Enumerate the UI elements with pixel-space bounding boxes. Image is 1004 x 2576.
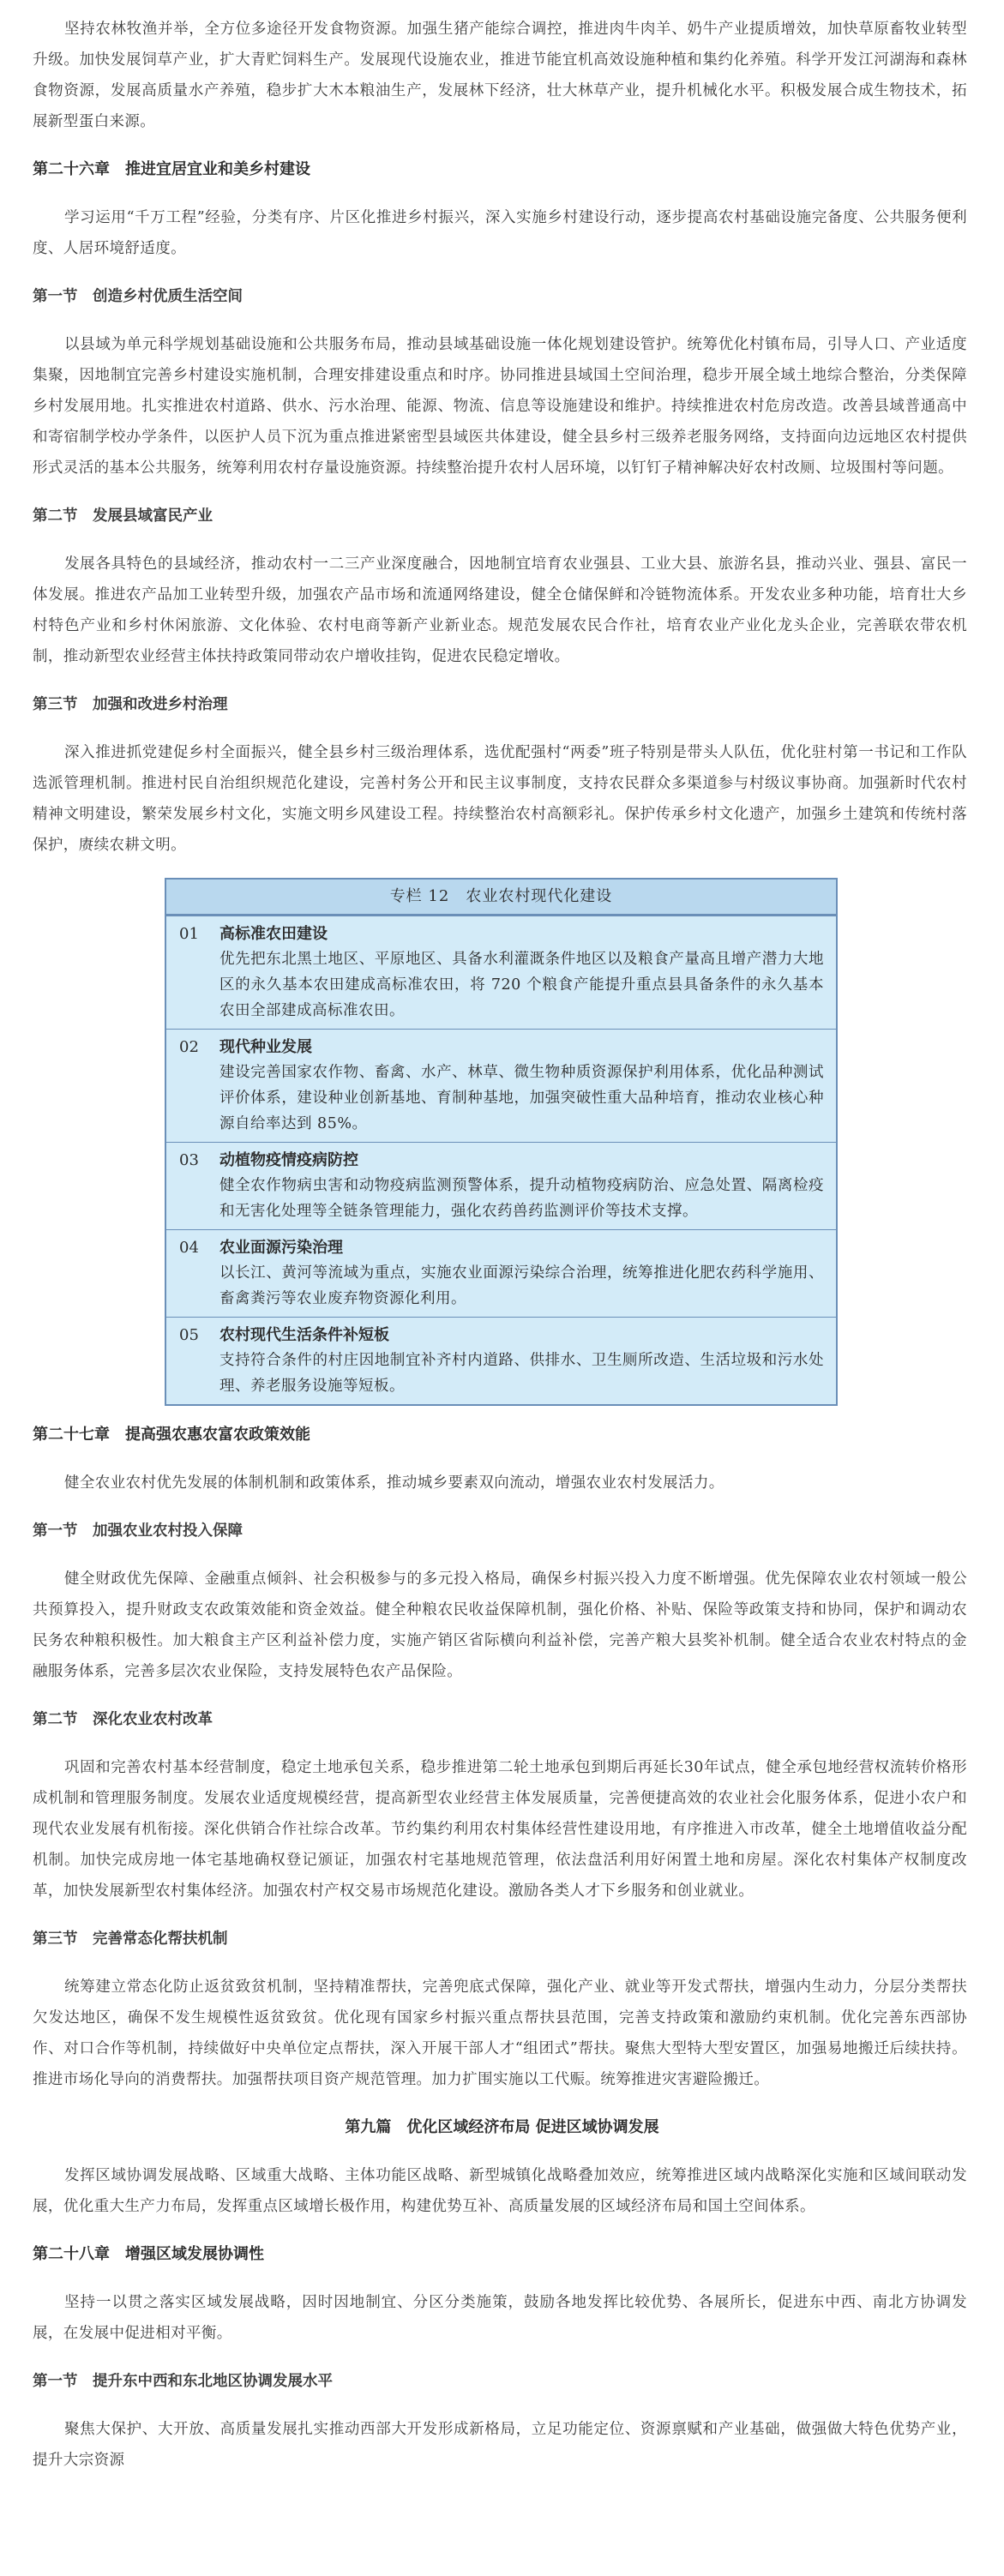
- section-26-3-text: 深入推进抓党建促乡村全面振兴，健全县乡村三级治理体系，选优配强村“两委”班子特别是带头人队伍，优化驻村第一书记和工作队选派管理机制。推进村民自治组织规范化建设，完善村务公开和民主议事制度，支持农民群众多渠道参与村级议事协商。加强新时代农村精神文明建设，繁荣发展乡村文化，实施文明乡风建设工程。持续整治农村高额彩礼。保护传承乡村文化遗产，加强乡土建筑和传统村落保护，赓续农耕文明。: [33, 744, 967, 854]
- box-item-04: [166, 1229, 836, 1317]
- box-item-number: 03: [179, 1151, 199, 1169]
- box-item-heading: 农业面源污染治理: [219, 1239, 343, 1257]
- section-28-1-text: 聚焦大保护、大开放、高质量发展扎实推动西部大开发形成新格局，立足功能定位、资源禀赋和产业基础，做强做大特色优势产业，提升大宗资源: [33, 2421, 967, 2469]
- section-26-2-text: 发展各具特色的县域经济，推动农村一二三产业深度融合，因地制宜培育农业强县、工业大县、旅游名县，推动兴业、强县、富民一体发展。推进农产品加工业转型升级，加强农产品市场和流通网络建设，健全仓储保鲜和冷链物流体系。开发农业多种功能，培育壮大乡村特色产业和乡村休闲旅游、文化体验、农村电商等新产业新业态。规范发展农民合作社，培育农业产业化龙头企业，完善联农带农机制，推动新型农业经营主体扶持政策同带动农户增收挂钩，促进农民稳定增收。: [33, 555, 967, 665]
- box-item-text: 健全农作物病虫害和动物疫病监测预警体系，提升动植物疫病防治、应急处置、隔离检疫和无害化处理等全链条管理能力，强化农药兽药监测评价等技术支撑。: [219, 1177, 824, 1220]
- chapter-28-intro: 坚持一以贯之落实区域发展战略，因时因地制宜、分区分类施策，鼓励各地发挥比较优势、各展所长，促进东中西、南北方协调发展，在发展中促进相对平衡。: [33, 2294, 967, 2342]
- box-item-text: 支持符合条件的村庄因地制宜补齐村内道路、供排水、卫生厕所改造、生活垃圾和污水处理、养老服务设施等短板。: [219, 1352, 824, 1395]
- chapter-27-intro: 健全农业农村优先发展的体制机制和政策体系，推动城乡要素双向流动，增强农业农村发展活力。: [64, 1474, 724, 1492]
- feature-box-agriculture-modernization: [165, 878, 838, 1406]
- section-27-1-title: 第一节 加强农业农村投入保障: [33, 1522, 243, 1540]
- box-item-number: 01: [179, 925, 199, 943]
- section-27-2-title: 第二节 深化农业农村改革: [33, 1711, 213, 1728]
- section-27-2-text: 巩固和完善农村基本经营制度，稳定土地承包关系，稳步推进第二轮土地承包到期后再延长30年试点，健全承包地经营权流转价格形成机制和管理服务制度。发展农业适度规模经营，提高新型农业经营主体发展质量，完善便捷高效的农业社会化服务体系，促进小农户和现代农业发展有机衔接。深化供销合作社综合改革。节约集约利用农村集体经营性建设用地，有序推进入市改革，健全土地增值收益分配机制。加快完成房地一体宅基地确权登记颁证，加强农村宅基地规范管理，依法盘活利用好闲置土地和房屋。深化农村集体产权制度改革，加快发展新型农村集体经济。加强农村产权交易市场规范化建设。激励各类人才下乡服务和创业就业。: [33, 1759, 967, 1900]
- section-26-3-title: 第三节 加强和改进乡村治理: [33, 696, 228, 713]
- chapter-26-title: 第二十六章 推进宜居宜业和美乡村建设: [33, 160, 310, 178]
- box-item-heading: 高标准农田建设: [219, 925, 328, 943]
- box-item-number: 02: [179, 1038, 199, 1056]
- box-item-02: [166, 1029, 836, 1142]
- part-9-intro: 发挥区域协调发展战略、区域重大战略、主体功能区战略、新型城镇化战略叠加效应，统筹推进区域内战略深化实施和区域间联动发展，优化重大生产力布局，发挥重点区域增长极作用，构建优势互补、高质量发展的区域经济布局和国土空间体系。: [33, 2167, 967, 2215]
- chapter-26-intro: 学习运用“千万工程”经验，分类有序、片区化推进乡村振兴，深入实施乡村建设行动，逐步提高农村基础设施完备度、公共服务便利度、人居环境舒适度。: [33, 209, 967, 257]
- box-item-01: [166, 916, 836, 1029]
- box-item-heading: 动植物疫情疫病防控: [219, 1151, 358, 1169]
- box-item-heading: 农村现代生活条件补短板: [219, 1326, 389, 1344]
- section-26-2-title: 第二节 发展县域富民产业: [33, 507, 213, 525]
- section-27-1-text: 健全财政优先保障、金融重点倾斜、社会积极参与的多元投入格局，确保乡村振兴投入力度不断增强。优先保障农业农村领域一般公共预算投入，提升财政支农政策效能和资金效益。健全种粮农民收益保障机制，强化价格、补贴、保险等政策支持和协同，保护和调动农民务农种粮积极性。加大粮食主产区利益补偿力度，实施产销区省际横向利益补偿，完善产粮大县奖补机制。健全适合农业农村特点的金融服务体系，完善多层次农业保险，支持发展特色农产品保险。: [33, 1570, 967, 1680]
- box-item-text: 建设完善国家农作物、畜禽、水产、林草、微生物种质资源保护利用体系，优化品种测试评价体系，建设种业创新基地、育制种基地，加强突破性重大品种培育，推动农业核心种源自给率达到 85%。: [219, 1064, 824, 1132]
- feature-box-title: 专栏 12 农业农村现代化建设: [166, 880, 836, 916]
- box-item-03: [166, 1142, 836, 1229]
- box-item-number: 04: [179, 1239, 199, 1257]
- box-item-heading: 现代种业发展: [219, 1038, 312, 1056]
- section-26-1-text: 以县域为单元科学规划基础设施和公共服务布局，推动县域基础设施一体化规划建设管护。统筹优化村镇布局，引导人口、产业适度集聚，因地制宜完善乡村建设实施机制，合理安排建设重点和时序。协同推进县域国土空间治理，稳步开展全域土地综合整治，分类保障乡村发展用地。扎实推进农村道路、供水、污水治理、能源、物流、信息等设施建设和维护。持续推进农村危房改造。改善县域普通高中和寄宿制学校办学条件，以医护人员下沉为重点推进紧密型县域医共体建设，健全县乡村三级养老服务网络，支持面向边远地区农村提供形式灵活的基本公共服务，统筹利用农村存量设施资源。持续整治提升农村人居环境，以钉钉子精神解决好农村改厕、垃圾围村等问题。: [33, 336, 967, 477]
- chapter-28-title: 第二十八章 增强区域发展协调性: [33, 2245, 264, 2263]
- box-item-text: 以长江、黄河等流域为重点，实施农业面源污染综合治理，统筹推进化肥农药科学施用、畜禽粪污等农业废弃物资源化利用。: [219, 1264, 824, 1307]
- chapter-27-title: 第二十七章 提高强农惠农富农政策效能: [33, 1426, 310, 1444]
- section-26-1-title: 第一节 创造乡村优质生活空间: [33, 288, 243, 305]
- box-item-number: 05: [179, 1326, 199, 1344]
- box-item-05: [166, 1317, 836, 1404]
- box-item-text: 优先把东北黑土地区、平原地区、具备水利灌溉条件地区以及粮食产量高且增产潜力大地区的永久基本农田建成高标准农田，将 720 个粮食产能提升重点县具备条件的永久基本农田全部建成高标准农田。: [219, 951, 824, 1019]
- section-27-3-title: 第三节 完善常态化帮扶机制: [33, 1930, 228, 1948]
- section-28-1-title: 第一节 提升东中西和东北地区协调发展水平: [33, 2373, 333, 2390]
- paragraph-food-resources: 坚持农林牧渔并举，全方位多途径开发食物资源。加强生猪产能综合调控，推进肉牛肉羊、奶牛产业提质增效，加快草原畜牧业转型升级。加快发展饲草产业，扩大青贮饲料生产。发展现代设施农业，推进节能宜机高效设施种植和集约化养殖。科学开发江河湖海和森林食物资源，发展高质量水产养殖，稳步扩大木本粮油生产，发展林下经济，壮大林草产业，提升机械化水平。积极发展合成生物技术，拓展新型蛋白来源。: [33, 21, 967, 130]
- part-9-title: 第九篇 优化区域经济布局 促进区域协调发展: [345, 2118, 659, 2136]
- section-27-3-text: 统筹建立常态化防止返贫致贫机制，坚持精准帮扶，完善兜底式保障，强化产业、就业等开发式帮扶，增强内生动力，分层分类帮扶欠发达地区，确保不发生规模性返贫致贫。优化现有国家乡村振兴重点帮扶县范围，完善支持政策和激励约束机制。优化完善东西部协作、对口合作等机制，持续做好中央单位定点帮扶，深入开展干部人才“组团式”帮扶。聚焦大型特大型安置区，加强易地搬迁后续扶持。推进市场化导向的消费帮扶。加强帮扶项目资产规范管理。加力扩围实施以工代赈。统筹推进灾害避险搬迁。: [33, 1979, 967, 2088]
